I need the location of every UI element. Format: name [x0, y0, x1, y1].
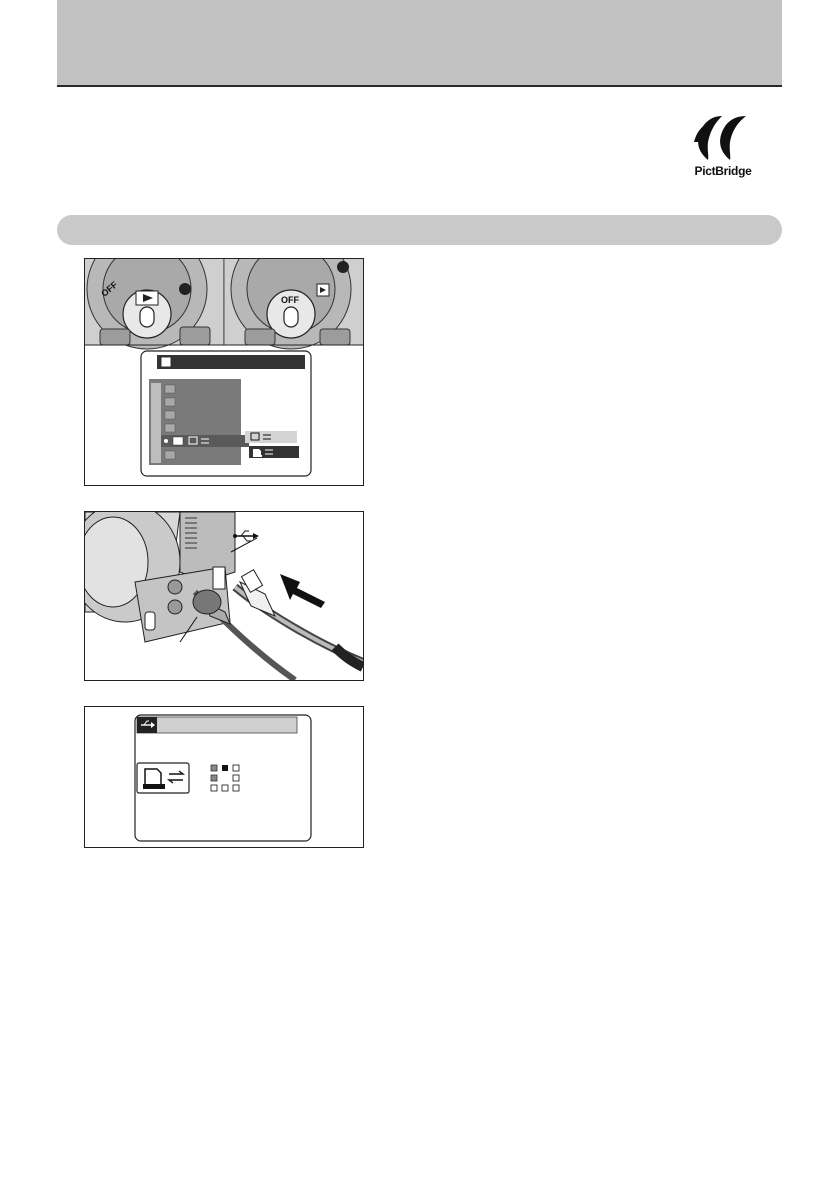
figure-usb-cable: [84, 511, 364, 681]
dial-off-label-right: OFF: [281, 295, 299, 305]
printer-usb-mode-icon: [137, 763, 189, 793]
dial-off-label-left: OFF: [99, 279, 120, 299]
figure-mode-dial-menu: [84, 258, 364, 486]
section-bar: [57, 215, 782, 245]
pictbridge-logo-icon: [688, 112, 758, 164]
submenu-option-printer-usb: [249, 446, 299, 458]
insert-arrow-icon: [280, 574, 325, 608]
pictbridge-logo-text: PictBridge: [694, 164, 752, 178]
header-band: [57, 0, 782, 85]
figure-printer-screen: [84, 706, 364, 848]
camera-body-illustration: [85, 512, 235, 642]
pictbridge-logo: [688, 112, 758, 184]
camera-dial-left-illustration: [85, 259, 224, 349]
header-rule: [57, 85, 782, 87]
